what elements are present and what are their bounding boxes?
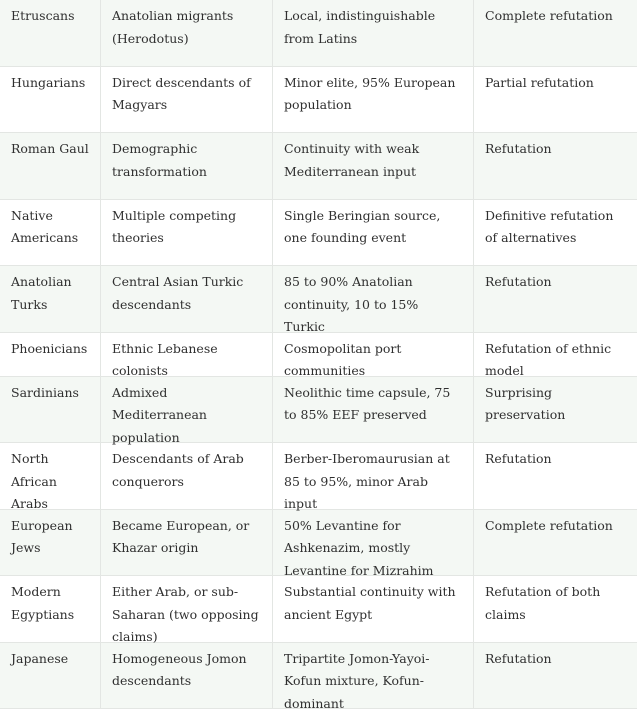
verdict-cell: Refutation [485,451,552,466]
finding-cell: Minor elite, 95% European population [273,67,474,133]
population-cell: Etruscans [0,0,101,66]
population-cell: North African Arabs [0,443,101,509]
population-cell: Japanese [0,643,101,709]
population-cell: Phoenicians [0,333,101,376]
finding-cell: 50% Levantine for Ashkenazim, mostly Levantine for Mizrahim [273,510,474,576]
population-cell: Anatolian Turks [0,266,101,332]
population-cell: Roman Gaul [0,133,101,199]
finding-cell: Cosmopolitan port communities [273,333,474,376]
claim-cell: Homogeneous Jomon descendants [101,643,273,709]
population-cell: Native Americans [0,200,101,266]
table-row [0,333,637,377]
verdict-cell: Surprising preservation [485,384,566,422]
table-row [0,377,637,444]
claim-cell: Direct descendants of Magyars [101,67,273,133]
table-row [0,510,637,577]
verdict-cell: Partial refutation [485,74,594,90]
claim-cell: Either Arab, or sub-Saharan (two opposing claims) [101,576,273,642]
verdict-cell: Refutation [485,274,552,289]
verdict-cell: Refutation [485,141,552,156]
finding-cell: Substantial continuity with ancient Egypt [273,576,474,642]
table-row [0,133,637,200]
verdict-cell: Definitive refutation of alternatives [485,207,614,245]
table-row [0,200,637,267]
population-cell: Sardinians [0,377,101,443]
population-cell: Hungarians [0,67,101,133]
finding-cell: Berber-Iberomaurusian at 85 to 95%, minor Arab input [273,443,474,509]
finding-cell: Single Beringian source, one founding event [273,200,474,266]
verdict-cell: Complete refutation [485,517,613,533]
table-row [0,0,637,67]
verdict-cell: Complete refutation [485,8,613,23]
population-cell: Modern Egyptians [0,576,101,642]
claim-cell: Became European, or Khazar origin [101,510,273,576]
claim-cell: Ethnic Lebanese colonists [101,333,273,376]
claim-cell: Central Asian Turkic descendants [101,266,273,332]
claim-cell: Multiple competing theories [101,200,273,266]
verdict-cell: Refutation of ethnic model [485,340,612,378]
claim-cell: Anatolian migrants (Herodotus) [101,0,273,66]
claim-cell: Admixed Mediterranean population [101,377,273,443]
verdict-cell: Refutation [485,650,552,666]
finding-cell: Continuity with weak Mediterranean input [273,133,474,199]
finding-cell: Local, indistinguishable from Latins [273,0,474,66]
finding-cell: 85 to 90% Anatolian continuity, 10 to 15% Turkic [273,266,474,332]
table-row [0,67,637,134]
finding-cell: Tripartite Jomon-Yayoi-Kofun mixture, Kofun-dominant [273,643,474,709]
table-row [0,576,637,643]
finding-cell: Neolithic time capsule, 75 to 85% EEF preserved [273,377,474,443]
population-cell: European Jews [0,510,101,576]
table-row [0,266,637,333]
verdict-cell: Refutation of both claims [485,584,601,622]
claim-cell: Descendants of Arab conquerors [101,443,273,509]
claim-cell: Demographic transformation [101,133,273,199]
table-row [0,443,637,510]
table-row [0,643,637,710]
